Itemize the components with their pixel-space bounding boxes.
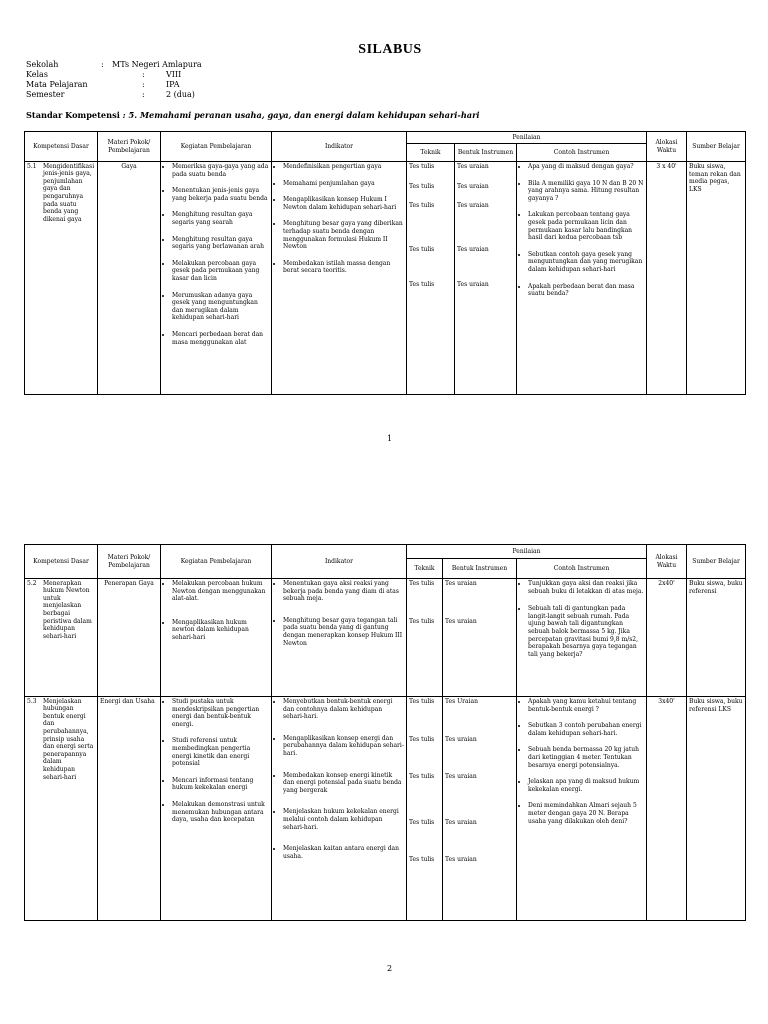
header-teknik: Teknik	[407, 144, 455, 162]
header-sumber: Sumber Belajar	[687, 545, 746, 579]
meta-row-sekolah	[26, 59, 326, 69]
list-item: • Tunjukkan gaya aksi dan reaksi jika sebuah buku di letakkan di atas meja.	[528, 580, 644, 595]
bentuk-item: Tes uraian	[457, 245, 489, 253]
bentuk-item: Tes uraian	[445, 580, 477, 587]
kd-text: Menjelaskan hubungan bentuk energi dan perubahannya, prinsip usaha dan energi serta penerapannya dalam kehidupan sehari-hari	[43, 697, 94, 781]
list-item: • Mencari perbedaan berat dan masa menggunakan alat	[172, 331, 269, 346]
list-item: • Studi pustaka untuk mendeskripsikan pengertian energi dan bentuk-bentuk energi.	[172, 698, 269, 728]
teknik-item: Tes tulis	[409, 182, 435, 190]
header-indikator: Indikator	[272, 545, 407, 579]
kd-text: Menerapkan hukum Newton untuk menjelaskan berbagai peristiwa dalam kehidupan sehari-hari	[43, 579, 92, 640]
header-teknik: Teknik	[407, 559, 443, 579]
list-item: • Sebutkan contoh gaya gesek yang menguntungkan dan yang merugikan dalam kehidupan sehari-hari	[528, 251, 644, 274]
kegiatan-cell	[161, 579, 272, 697]
meta-value: VIII	[166, 70, 182, 79]
meta-label: Sekolah	[26, 60, 59, 69]
list-item: • Menentukan gaya aksi reaksi yang bekerja pada benda yang diam di atas sebuah meja.	[283, 580, 404, 603]
bentuk-item: Tes uraian	[457, 163, 489, 170]
alokasi-cell: 3 x 40'	[647, 162, 687, 395]
list-item: • Menyebutkan bentuk-bentuk energi dan contohnya dalam kehidupan sehari-hari.	[283, 698, 404, 721]
list-item: • Apakah perbedaan berat dan masa suatu benda?	[528, 283, 644, 298]
teknik-item: Tes tulis	[409, 856, 435, 864]
meta-label: Kelas	[26, 70, 48, 79]
materi-cell: Gaya	[98, 162, 161, 395]
list-item: • Apa yang di maksud dengan gaya?	[528, 163, 644, 171]
kd-number: 5.2	[27, 580, 37, 587]
sumber-cell: Buku siswa, buku referensi LKS	[687, 697, 746, 921]
kd-number: 5.3	[27, 698, 37, 705]
bentuk-item: Tes uraian	[457, 202, 489, 210]
list-item: • Deni memindahkan Almari sejauh 5 meter dengan gaya 20 N. Berapa usaha yang dilakukan oleh deni?	[528, 802, 644, 825]
list-item: • Menghitung resultan gaya segaris yang searah	[172, 211, 269, 226]
list-item: • Lakukan percobaan tentang gaya gesek pada permukaan licin dan permukaan kasar lalu bandingkan hasil dari kedua percobaan tsb	[528, 211, 644, 241]
list-item: • Membedakan konsep energi kinetik dan energi potensial pada suatu benda yang bergerak	[283, 772, 404, 795]
meta-colon: :	[101, 60, 104, 69]
bentuk-item: Tes uraian	[457, 281, 489, 289]
list-item: • Mengaplikasikan hukum newton dalam kehidupan sehari-hari	[172, 619, 269, 642]
header-indikator: Indikator	[272, 132, 407, 162]
kd-cell	[25, 162, 98, 395]
list-item: • Menghitung besar gaya tegangan tali pada suatu benda yang di gantung dengan menerapkan konsep Hukum III Newton	[283, 617, 404, 647]
sk-text: : 5. Memahami peranan usaha, gaya, dan energi dalam kehidupan sehari-hari	[122, 110, 480, 120]
header-contoh: Contoh Instrumen	[517, 559, 647, 579]
header-kegiatan: Kegiatan Pembelajaran	[161, 545, 272, 579]
sumber-cell: Buku siswa, buku referensi	[687, 579, 746, 697]
teknik-item: Tes tulis	[409, 735, 435, 743]
meta-colon: :	[142, 70, 145, 79]
sk-label: Standar Kompetensi	[26, 110, 120, 120]
list-item: • Studi referensi untuk membedingkan pengertia energi kinetik dan energi potensial	[172, 737, 269, 767]
list-item: • Jelaskan apa yang di maksud hukum kekekalan energi.	[528, 778, 644, 793]
teknik-cell	[407, 579, 443, 697]
list-item: • Merumuskan adanya gaya gesek yang menguntungkan dan merugikan dalam kehidupan sehari-hari	[172, 292, 269, 322]
teknik-item: Tes tulis	[409, 202, 435, 210]
bentuk-cell	[443, 697, 517, 921]
standar-kompetensi	[26, 110, 480, 120]
header-penilaian: Penilaian	[407, 132, 647, 144]
contoh-cell	[517, 162, 647, 395]
teknik-item: Tes tulis	[409, 580, 435, 587]
header-kegiatan: Kegiatan Pembelajaran	[161, 132, 272, 162]
bentuk-item: Tes uraian	[445, 617, 477, 625]
list-item: • Menjelaskan hukum kekekalan energi melalui contoh dalam kehidupan sehari-hari.	[283, 808, 404, 831]
list-item: • Sebuah tali di gantungkan pada langit-langit sebuah rumah. Pada ujung bawah tali digantungkan sebuah balok bermassa 5 kg. Jika percepatan gravitasi bumi 9,8 m/s2, berapakah besarnya gaya tegangan tali yang bekerja?	[528, 605, 644, 658]
teknik-item: Tes tulis	[409, 818, 435, 826]
indikator-cell	[272, 162, 407, 395]
list-item: • Memeriksa gaya-gaya yang ada pada suatu benda	[172, 163, 269, 178]
alokasi-cell: 3x40'	[647, 697, 687, 921]
bentuk-item: Tes uraian	[445, 773, 477, 781]
kegiatan-cell	[161, 162, 272, 395]
list-item: • Mencari informasi tentang hukum kekekalan energi	[172, 777, 269, 792]
list-item: • Menghitung resultan gaya segaris yang berlawanan arah	[172, 236, 269, 251]
header-materi: Materi Pokok/ Pembelajaran	[98, 545, 161, 579]
school-info	[26, 59, 326, 99]
teknik-item: Tes tulis	[409, 773, 435, 781]
header-alokasi: Alokasi Waktu	[647, 132, 687, 162]
list-item: • Menjelaskan kaitan antara energi dan usaha.	[283, 845, 404, 860]
meta-value: MTs Negeri Amlapura	[112, 60, 202, 69]
teknik-item: Tes tulis	[409, 617, 435, 625]
sumber-cell: Buku siswa, teman rekan dan media pegas, LKS	[687, 162, 746, 395]
materi-cell: Energi dan Usaha	[98, 697, 161, 921]
meta-row-kelas	[26, 69, 326, 79]
meta-row-semester	[26, 89, 326, 99]
list-item: • Mendefinisikan pengertian gaya	[283, 163, 404, 171]
header-kd: Kompetensi Dasar	[25, 545, 98, 579]
syllabus-table-page-1	[24, 131, 746, 395]
meta-value: IPA	[166, 80, 180, 89]
list-item: • Membedakan istilah massa dengan berat secara teoritis.	[283, 260, 404, 275]
kegiatan-cell	[161, 697, 272, 921]
list-item: • Melakukan percobaan gaya gesek pada permukaan yang kasar dan licin	[172, 260, 269, 283]
list-item: • Sebutkan 3 contoh perubahan energi dalam kehidupan sehari-hari.	[528, 722, 644, 737]
teknik-cell	[407, 162, 455, 395]
bentuk-cell	[443, 579, 517, 697]
header-contoh: Contoh Instrumen	[517, 144, 647, 162]
page-number: 1	[387, 434, 393, 443]
list-item: • Apakah yang kamu ketahui tentang bentuk-bentuk energi ?	[528, 698, 644, 713]
list-item: • Melakukan percobaan hukum Newton dengan menggunakan alat-alat.	[172, 580, 269, 603]
table-row	[25, 162, 746, 395]
table-row	[25, 697, 746, 921]
teknik-item: Tes tulis	[409, 698, 435, 705]
bentuk-cell	[455, 162, 517, 395]
bentuk-item: Tes uraian	[445, 735, 477, 743]
list-item: • Memahami penjumlahan gaya	[283, 180, 404, 188]
meta-row-mapel	[26, 79, 326, 89]
teknik-item: Tes tulis	[409, 163, 435, 170]
kd-cell	[25, 579, 98, 697]
materi-cell: Penerapan Gaya	[98, 579, 161, 697]
list-item: • Melakukan demonstrasi untuk menemukan hubungan antara daya, usaha dan kecepatan	[172, 801, 269, 824]
meta-value: 2 (dua)	[166, 90, 195, 99]
bentuk-item: Tes uraian	[445, 818, 477, 826]
list-item: • Sebuah benda bermassa 20 kg jatuh dari ketinggian 4 meter. Tentukan besarnya energi potensialnya.	[528, 746, 644, 769]
bentuk-item: Tes Uraian	[445, 698, 478, 705]
contoh-cell	[517, 579, 647, 697]
list-item: • Mengaplikasikan konsep Hukum I Newton dalam kehidupan sehari-hari	[283, 196, 404, 211]
document-title: SILABUS	[358, 42, 422, 57]
header-alokasi: Alokasi Waktu	[647, 545, 687, 579]
header-bentuk: Bentuk Instrumen	[443, 559, 517, 579]
kd-number: 5.1	[27, 163, 37, 170]
syllabus-table-page-2	[24, 544, 746, 921]
page-number: 2	[387, 964, 393, 973]
teknik-item: Tes tulis	[409, 245, 435, 253]
list-item: • Menentukan jenis-jenis gaya yang bekerja pada suatu benda	[172, 187, 269, 202]
header-materi: Materi Pokok/ Pembelajaran	[98, 132, 161, 162]
header-kd: Kompetensi Dasar	[25, 132, 98, 162]
kd-text: Mengidentifikasi jenis-jenis gaya, penjumlahan gaya dan pengaruhnya pada suatu benda yang dikenai gaya	[43, 162, 95, 223]
bentuk-item: Tes uraian	[445, 856, 477, 864]
alokasi-cell: 2x40'	[647, 579, 687, 697]
teknik-cell	[407, 697, 443, 921]
meta-label: Mata Pelajaran	[26, 80, 88, 89]
teknik-item: Tes tulis	[409, 281, 435, 289]
meta-colon: :	[142, 90, 145, 99]
header-bentuk: Bentuk Instrumen	[455, 144, 517, 162]
meta-colon: :	[142, 80, 145, 89]
meta-label: Semester	[26, 90, 65, 99]
contoh-cell	[517, 697, 647, 921]
list-item: • Mengaplikasikan konsep energi dan perubahannya dalam kehidupan sehari-hari.	[283, 735, 404, 758]
header-penilaian: Penilaian	[407, 545, 647, 559]
kd-cell	[25, 697, 98, 921]
header-sumber: Sumber Belajar	[687, 132, 746, 162]
indikator-cell	[272, 579, 407, 697]
bentuk-item: Tes uraian	[457, 182, 489, 190]
list-item: • Bila A memiliki gaya 10 N dan B 20 N yang arahnya sama. Hitung resultan gayanya ?	[528, 180, 644, 203]
table-row	[25, 579, 746, 697]
indikator-cell	[272, 697, 407, 921]
list-item: • Menghitung besar gaya yang diberikan terhadap suatu benda dengan menggunakan formulasi Hukum II Newton	[283, 220, 404, 250]
